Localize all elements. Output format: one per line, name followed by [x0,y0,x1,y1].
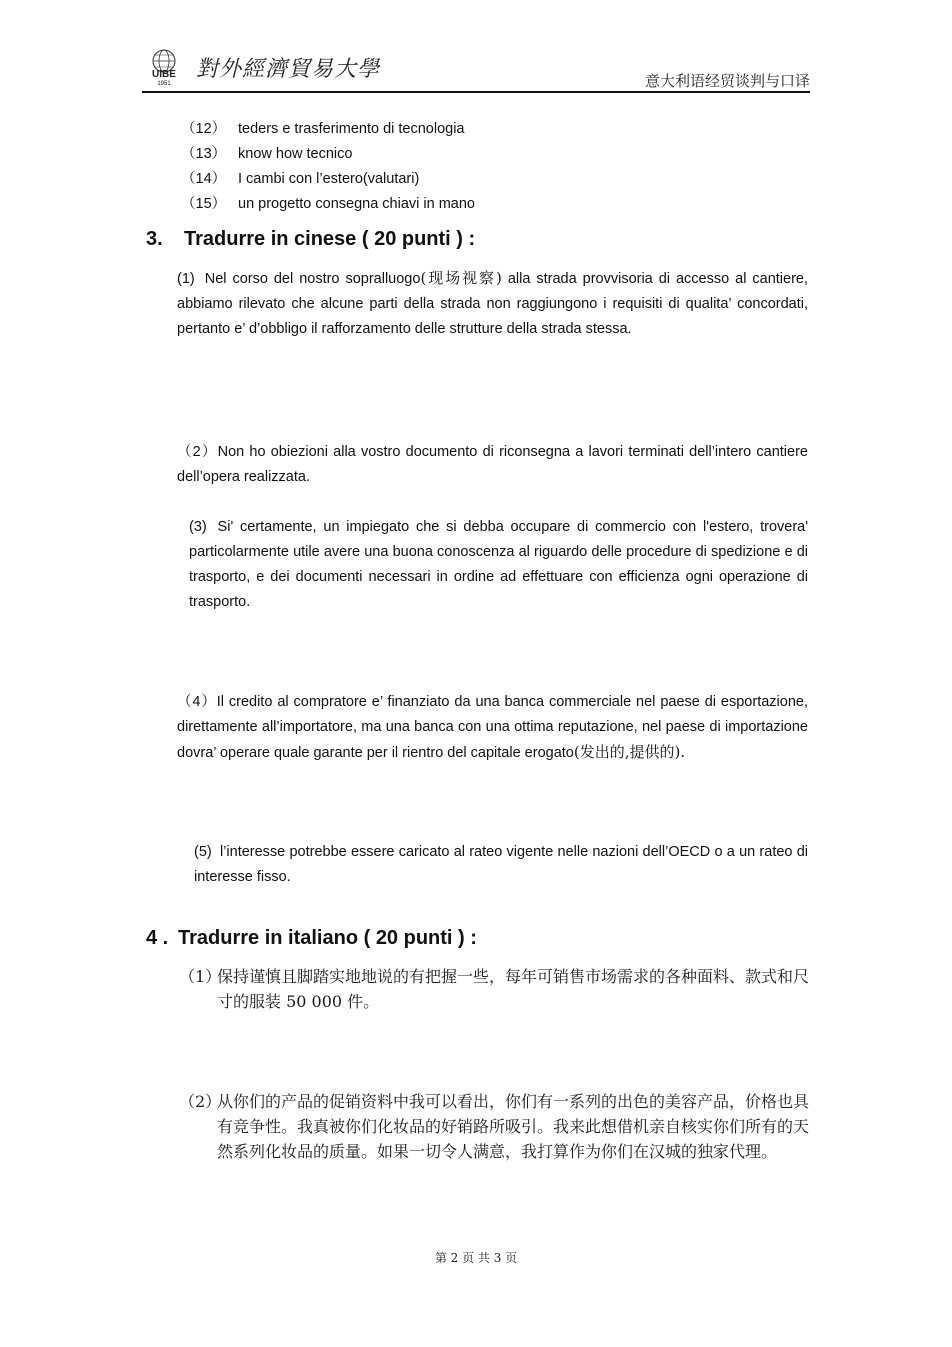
paragraph-text: alla strada provvisoria di accesso al cantiere, abbiamo rilevato che alcune parti della strada non raggiungono i requisiti di qualita’ concordati, pertanto e’ d’obbligo il rafforzamento delle strutture della strada stessa. [177,271,809,337]
exercise-paragraph-5 [194,840,808,890]
paragraph-text: Il credito al compratore e’ finanziato da una banca commerciale nel paese di esportazione, direttamente all’importatore, ma una banca con una ottima reputazione, nel paese di importazione dovra’ operare quale garante per il rientro del capitale erogato [177,694,808,761]
section-3-title [146,228,475,251]
university-logo-icon [142,46,188,86]
list-item [181,167,475,192]
exercise-paragraph-4 [177,690,808,766]
paragraph-number: （4） [177,694,217,710]
list-item-number: （14） [181,171,227,187]
list-item-text: I cambi con l’estero(valutari) [238,171,420,187]
page-number: 第 2 页 共 3 页 [434,1251,518,1265]
exercise-paragraph-1 [177,266,808,342]
chinese-gloss: (发出的,提供的). [573,743,686,761]
list-item-number: （15） [181,196,227,212]
list-item-text: teders e trasferimento di tecnologia [238,121,465,137]
logo-text: UIBE [152,69,176,80]
list-item [181,142,475,167]
exercise-paragraph-3 [189,515,808,615]
section-4-title [146,927,477,950]
course-title: 意大利语经贸谈判与口译 [644,73,810,90]
list-item-number: （12） [181,121,227,137]
list-item-text: un progetto consegna chiavi in mano [238,196,475,212]
chinese-gloss: (现场视察) [420,269,502,287]
term-list [181,117,475,217]
paragraph-number: (3) [189,519,207,535]
list-item-text: know how tecnico [238,146,353,162]
school-name: 對外經濟貿易大學 [196,57,381,82]
list-item-number: （13） [181,146,227,162]
paragraph-number: （2） [177,444,218,460]
paragraph-text: Non ho obiezioni alla vostro documento di riconsegna a lavori terminati dell’intero cantiere dell’opera realizzata. [177,444,808,485]
exercise-paragraph-2 [177,440,808,490]
paragraph-number: (5) [194,844,212,860]
logo-year: 1951 [157,81,171,86]
chinese-exercise-1 [179,964,809,1014]
paragraph-number: （1） [179,967,222,986]
paragraph-text: 保持谨慎且脚踏实地地说的有把握一些，每年可销售市场需求的各种面料、款式和尺寸的服装 50 000 件。 [217,967,810,1011]
page-header [142,40,810,92]
list-item [181,117,475,142]
paragraph-text: Si' certamente, un impiegato che si debba occupare di commercio con l'estero, trovera' particolarmente utile avere una buona conoscenza al riguardo delle procedure di spedizione e di trasporto, e dei documenti necessari in ordine ad effettuare con efficienza ogni operazione di trasporto. [189,519,809,610]
paragraph-text: Nel corso del nostro sopralluogo [204,271,421,287]
paragraph-number: （2） [179,1092,222,1111]
header-divider [142,91,810,93]
section-title-text: Tradurre in cinese ( 20 punti ) : [184,228,476,250]
section-number: 3. [146,228,163,250]
paragraph-text: 从你们的产品的促销资料中我可以看出，你们有一系列的出色的美容产品，价格也具有竞争性。我真被你们化妆品的好销路所吸引。我来此想借机亲自核实你们所有的天然系列化妆品的质量。如果一切令人满意，我打算作为你们在汉城的独家代理。 [217,1092,810,1161]
chinese-exercise-2 [179,1089,809,1164]
list-item [181,192,475,217]
paragraph-number: (1) [177,271,195,287]
section-number: 4 . [146,927,169,949]
paragraph-text: l’interesse potrebbe essere caricato al rateo vigente nelle nazioni dell’OECD o a un rateo di interesse fisso. [194,844,808,885]
section-title-text: Tradurre in italiano ( 20 punti ) : [178,927,477,949]
